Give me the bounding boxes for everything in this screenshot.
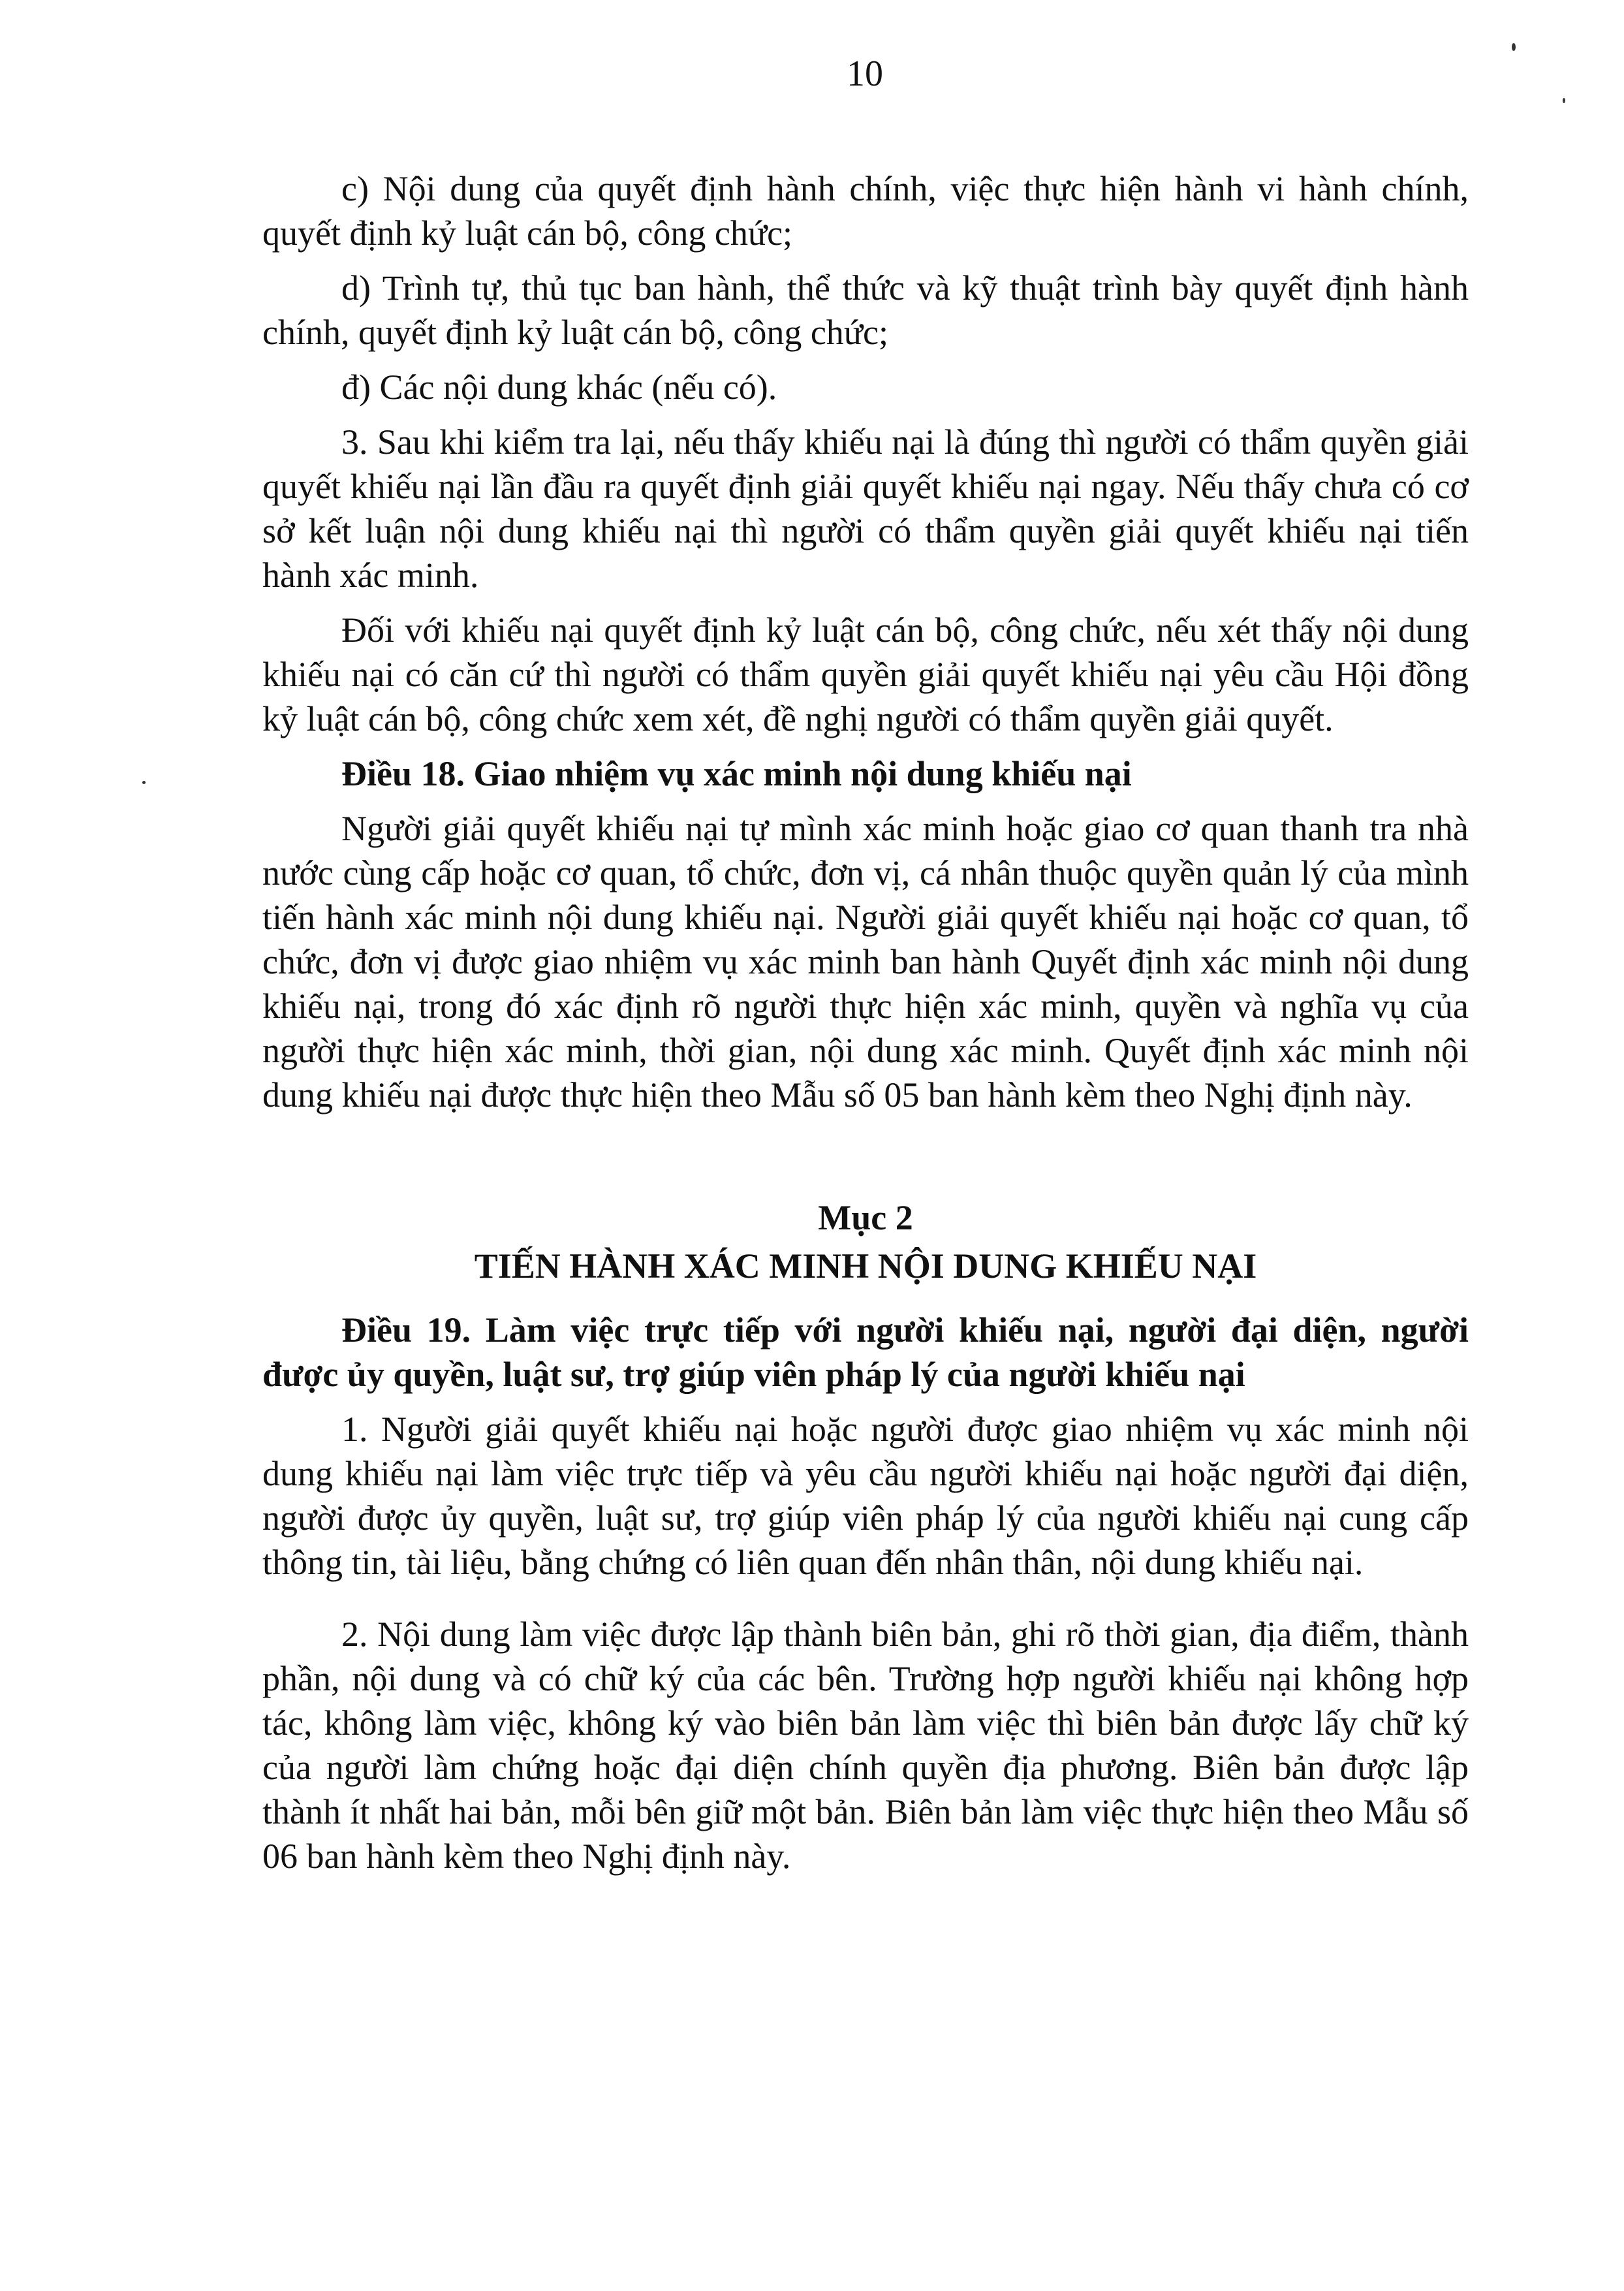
page-number: 10 (847, 54, 883, 94)
paragraph-dd: đ) Các nội dung khác (nếu có). (341, 368, 777, 407)
clause-3-discipline: Đối với khiếu nại quyết định kỷ luật cán bộ, công chức, nếu xét thấy nội dung khiếu nại có căn cứ thì người có thẩm quyền giải quyết khiếu nại yêu cầu Hội đồng kỷ luật cán bộ, công chức xem xét, đề nghị người có thẩm quyền giải quyết. (262, 610, 1469, 738)
section-title: TIẾN HÀNH XÁC MINH NỘI DUNG KHIẾU NẠI (474, 1246, 1257, 1286)
clause-3: 3. Sau khi kiểm tra lại, nếu thấy khiếu nại là đúng thì người có thẩm quyền giải quyết khiếu nại lần đầu ra quyết định giải quyết khiếu nại ngay. Nếu thấy chưa có cơ sở kết luận nội dung khiếu nại thì người có thẩm quyền giải quyết khiếu nại tiến hành xác minh. (262, 422, 1469, 595)
article-18-body: Người giải quyết khiếu nại tự mình xác minh hoặc giao cơ quan thanh tra nhà nước cùng cấp hoặc cơ quan, tổ chức, đơn vị, cá nhân thuộc quyền quản lý của mình tiến hành xác minh nội dung khiếu nại. Người giải quyết khiếu nại hoặc cơ quan, tổ chức, đơn vị được giao nhiệm vụ xác minh ban hành Quyết định xác minh nội dung khiếu nại, trong đó xác định rõ người thực hiện xác minh, quyền và nghĩa vụ của người thực hiện xác minh, thời gian, nội dung xác minh. Quyết định xác minh nội dung khiếu nại được thực hiện theo Mẫu số 05 ban hành kèm theo Nghị định này. (262, 809, 1469, 1114)
article-19-clause-2: 2. Nội dung làm việc được lập thành biên bản, ghi rõ thời gian, địa điểm, thành phần, nội dung và có chữ ký của các bên. Trường hợp người khiếu nại không hợp tác, không làm việc, không ký vào biên bản làm việc thì biên bản được lấy chữ ký của người làm chứng hoặc đại diện chính quyền địa phương. Biên bản được lập thành ít nhất hai bản, mỗi bên giữ một bản. Biên bản làm việc thực hiện theo Mẫu số 06 ban hành kèm theo Nghị định này. (262, 1615, 1469, 1876)
section-label: Mục 2 (818, 1198, 913, 1237)
article-18-heading: Điều 18. Giao nhiệm vụ xác minh nội dung khiếu nại (341, 754, 1132, 793)
scan-speck-left (142, 781, 146, 784)
scan-speck-top-right (1512, 43, 1516, 51)
document-body (262, 166, 1469, 1889)
paragraph-c: c) Nội dung của quyết định hành chính, việc thực hiện hành vi hành chính, quyết định kỷ luật cán bộ, công chức; (262, 169, 1469, 253)
article-19-heading: Điều 19. Làm việc trực tiếp với người khiếu nại, người đại diện, người được ủy quyền, luật sư, trợ giúp viên pháp lý của người khiếu nại (262, 1310, 1469, 1394)
scan-speck-right (1563, 98, 1565, 103)
article-19-clause-1: 1. Người giải quyết khiếu nại hoặc người được giao nhiệm vụ xác minh nội dung khiếu nại làm việc trực tiếp và yêu cầu người khiếu nại hoặc người đại diện, người được ủy quyền, luật sư, trợ giúp viên pháp lý của người khiếu nại cung cấp thông tin, tài liệu, bằng chứng có liên quan đến nhân thân, nội dung khiếu nại. (262, 1410, 1469, 1582)
paragraph-d: d) Trình tự, thủ tục ban hành, thể thức và kỹ thuật trình bày quyết định hành chính, quyết định kỷ luật cán bộ, công chức; (262, 268, 1469, 352)
